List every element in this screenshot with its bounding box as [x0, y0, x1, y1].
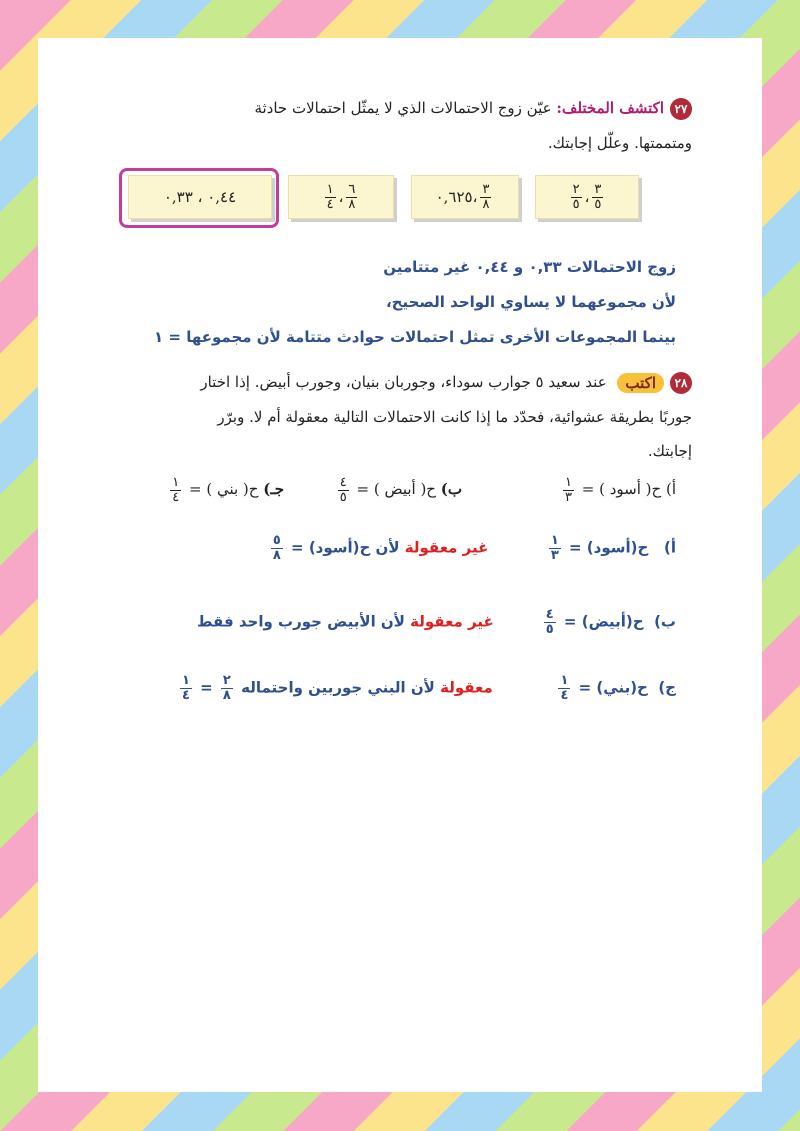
q27-line1	[254, 98, 692, 120]
frac: $\frac{١}{٣}$	[564, 475, 572, 505]
q27-answer-line3: بينما المجموعات الأخرى تمثل احتمالات حوادث متتامة لأن مجموعها = ١	[154, 328, 676, 346]
q28-part-a: أ) ح( أسود ) = $\frac{١}{٣}$	[564, 475, 676, 505]
verdict-a: غير معقولة	[404, 538, 489, 557]
q28-line1	[200, 372, 692, 394]
q28-text-line3: إجابتك.	[647, 442, 692, 460]
verdict-c: معقولة	[440, 678, 493, 697]
verdict-b: غير معقولة	[410, 612, 494, 631]
page	[38, 38, 762, 1092]
frac: $\frac{٤}{٥}$	[339, 475, 347, 505]
frac: $\frac{١}{٤}$	[560, 673, 569, 703]
option-2: $\frac{٣}{٨}$ ، ٠,٦٢٥	[411, 175, 519, 219]
q28-answer-c: ج) ح(بني) = $\frac{١}{٤}$ معقولة لأن البني جوربين واحتماله $\frac{٢}{٨}$ = $\frac{١}{٤}$	[181, 673, 676, 703]
option-2-decimal: ٠,٦٢٥	[435, 188, 473, 206]
frac: $\frac{١}{٣}$	[550, 533, 559, 563]
q28-answer-a: أ) ح(أسود) = $\frac{١}{٣}$ غير معقولة لأن ح(أسود) = $\frac{٥}{٨}$	[272, 533, 676, 563]
frac: $\frac{٢}{٨}$	[222, 673, 231, 703]
q28-text-line2: جوربًا بطريقة عشوائية، فحدّد ما إذا كانت الاحتمالات التالية معقولة أم لا. وبرّر	[217, 408, 692, 426]
q28-number: ٢٨	[670, 372, 692, 394]
option-3: $\frac{٦}{٨}$ ، $\frac{١}{٤}$	[288, 175, 394, 219]
frac: $\frac{٥}{٨}$	[272, 533, 281, 563]
frac: $\frac{١}{٤}$	[326, 181, 334, 212]
q27-number: ٢٧	[670, 98, 692, 120]
frac: $\frac{٣}{٨}$	[482, 181, 490, 212]
selected-option-highlight	[119, 168, 279, 228]
frac: $\frac{٦}{٨}$	[348, 181, 356, 212]
frac: $\frac{٤}{٥}$	[545, 607, 554, 637]
q27-answer-line2: لأن مجموعهما لا يساوي الواحد الصحيح،	[385, 293, 676, 311]
q27-keyword: اكتشف المختلف:	[556, 99, 664, 117]
frac: $\frac{٣}{٥}$	[594, 181, 602, 212]
frac: $\frac{١}{٤}$	[181, 673, 190, 703]
q27-text-line1: عيّن زوج الاحتمالات الذي لا يمثّل احتمالات حادثة	[254, 99, 552, 117]
frac: $\frac{٢}{٥}$	[572, 181, 580, 212]
q28-write-banner: اكتب	[617, 373, 664, 393]
q28-part-c: جـ) ح( بني ) = $\frac{١}{٤}$	[172, 475, 284, 505]
q28-text-line1: عند سعيد ٥ جوارب سوداء، وجوربان بنيان، وجورب أبيض. إذا اختار	[200, 373, 607, 391]
option-1: $\frac{٣}{٥}$ ، $\frac{٢}{٥}$	[535, 175, 639, 219]
q28-answer-b: ب) ح(أبيض) = $\frac{٤}{٥}$ غير معقولة لأن الأبيض جورب واحد فقط	[196, 607, 676, 637]
option-4-text: ٠,٤٤ ، ٠,٣٣	[163, 188, 237, 206]
q27-text-line2: ومتممتها. وعلّل إجابتك.	[547, 134, 692, 152]
q28-part-b: ب) ح( أبيض ) = $\frac{٤}{٥}$	[339, 475, 462, 505]
q27-answer-line1: زوج الاحتمالات ٠,٣٣ و ٠,٤٤ غير متتامين	[383, 258, 676, 276]
frac: $\frac{١}{٤}$	[172, 475, 180, 505]
